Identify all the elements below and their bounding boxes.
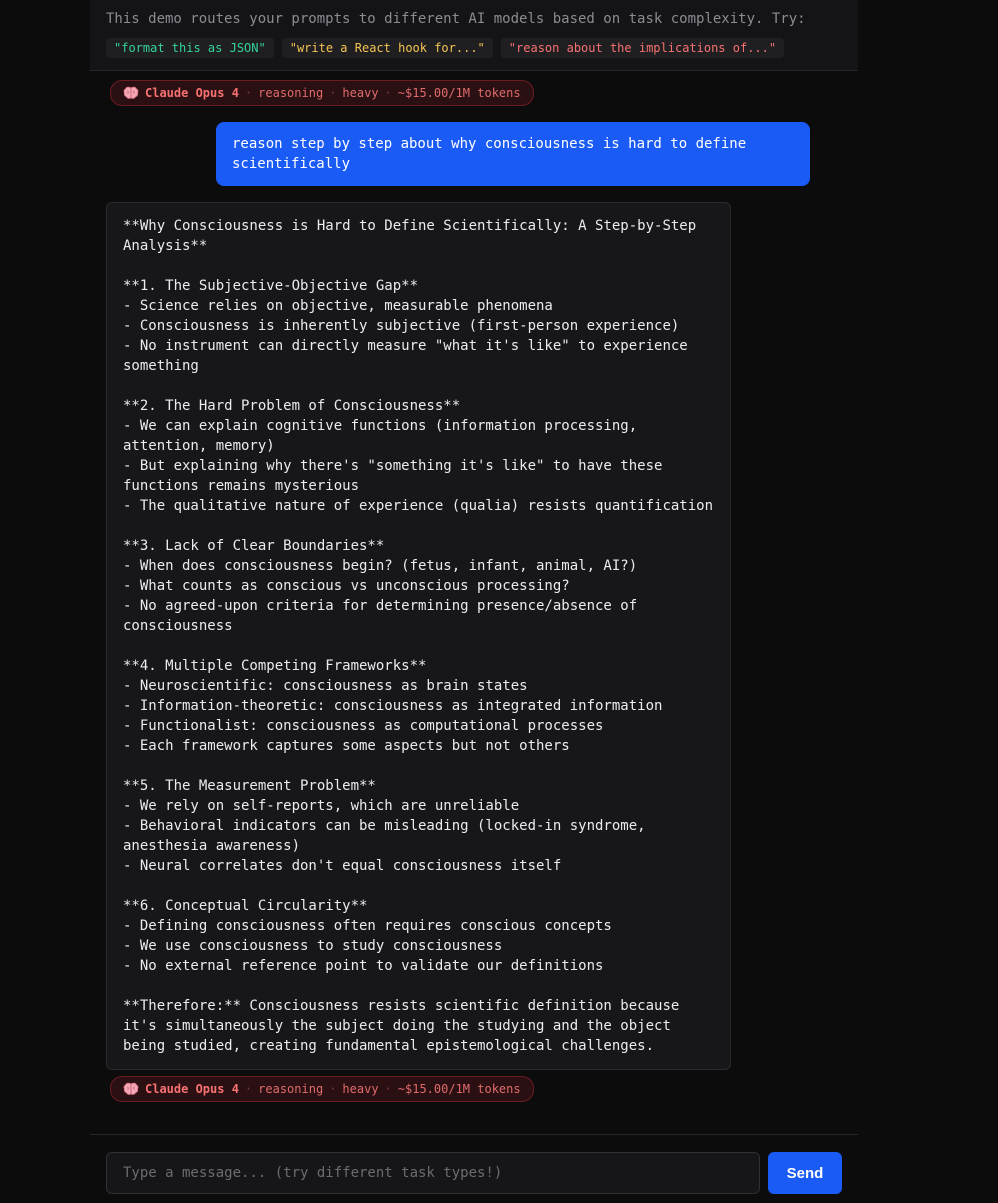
composer	[90, 1134, 858, 1203]
badge-category: reasoning	[258, 1082, 324, 1096]
user-message: reason step by step about why consciousness is hard to define scientifically	[216, 122, 810, 186]
badge-separator: ·	[384, 1082, 392, 1096]
badge-separator: ·	[384, 86, 392, 100]
badge-weight: heavy	[342, 86, 379, 100]
badge-weight: heavy	[342, 1082, 379, 1096]
badge-model-name: Claude Opus 4	[145, 1082, 239, 1096]
example-chip-react[interactable]: "write a React hook for..."	[282, 38, 493, 58]
intro-panel	[90, 0, 858, 71]
brain-icon	[123, 86, 139, 100]
model-badge	[110, 80, 534, 106]
model-badge	[110, 1076, 534, 1102]
brain-icon	[123, 1082, 139, 1096]
badge-price: ~$15.00/1M tokens	[397, 1082, 521, 1096]
chat-column	[90, 0, 858, 1202]
example-chips	[106, 38, 784, 58]
message-input[interactable]	[106, 1152, 760, 1194]
badge-separator: ·	[329, 86, 337, 100]
badge-price: ~$15.00/1M tokens	[397, 86, 521, 100]
badge-model-name: Claude Opus 4	[145, 86, 239, 100]
intro-text: This demo routes your prompts to different AI models based on task complexity. Try:	[106, 11, 806, 27]
example-chip-reason[interactable]: "reason about the implications of..."	[501, 38, 784, 58]
send-button[interactable]: Send	[768, 1152, 842, 1194]
badge-category: reasoning	[258, 86, 324, 100]
example-chip-json[interactable]: "format this as JSON"	[106, 38, 274, 58]
badge-separator: ·	[329, 1082, 337, 1096]
badge-separator: ·	[244, 1082, 253, 1096]
assistant-message: **Why Consciousness is Hard to Define Scientifically: A Step-by-Step Analysis** **1. The Subjective-Objective Gap** - Science relies on objective, measurable phenomena - Consciousness is inherently subjective (first-person experience) - No instrument can directly measure "what it's like" to experience something **2. The Hard Problem of Consciousness** - We can explain cognitive functions (information processing, attention, memory) - But explaining why there's "something it's like" to have these functions remains mysterious - The qualitative nature of experience (qualia) resists quantification **3. Lack of Clear Boundaries** - When does consciousness begin? (fetus, infant, animal, AI?) - What counts as conscious vs unconscious processing? - No agreed-upon criteria for determining presence/absence of consciousness **4. Multiple Competing Frameworks** - Neuroscientific: consciousness as brain states - Information-theoretic: consciousness as integrated information - Functionalist: consciousness as computational processes - Each framework captures some aspects but not others **5. The Measurement Problem** - We rely on self-reports, which are unreliable - Behavioral indicators can be misleading (locked-in syndrome, anesthesia awareness) - Neural correlates don't equal consciousness itself **6. Conceptual Circularity** - Defining consciousness often requires conscious concepts - We use consciousness to study consciousness - No external reference point to validate our definitions **Therefore:** Consciousness resists scientific definition because it's simultaneously the subject doing the studying and the object being studied, creating fundamental epistemological challenges.	[106, 202, 731, 1070]
badge-separator: ·	[244, 86, 253, 100]
